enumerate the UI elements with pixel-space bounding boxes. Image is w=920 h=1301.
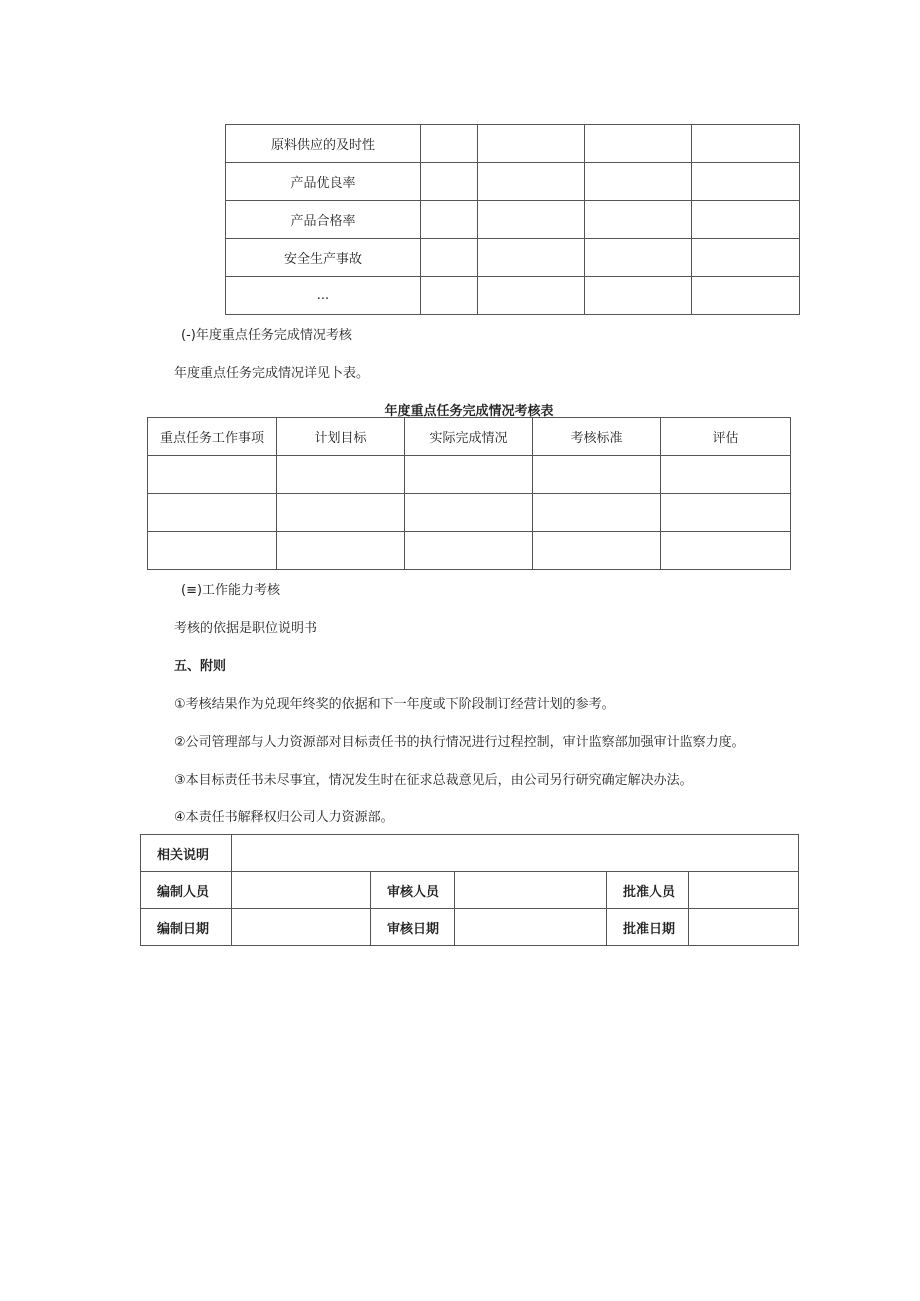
table-cell <box>277 494 405 532</box>
table-cell <box>421 277 478 315</box>
table-row <box>141 835 799 872</box>
approved-by-value[interactable] <box>689 872 799 909</box>
table-cell <box>692 125 800 163</box>
table-row <box>226 277 800 315</box>
appendix-item: ①考核结果作为兑现年终奖的依据和下一年度或下阶段制订经营计划的参考。 <box>174 697 615 712</box>
compiled-date-label: 编制日期 <box>141 909 232 946</box>
approved-date-label: 批准日期 <box>607 909 689 946</box>
table-title: 年度重点任务完成情况考核表 <box>384 404 554 419</box>
table-cell <box>421 163 478 201</box>
table-cell <box>692 201 800 239</box>
section-heading-ability: (≡)工作能力考核 <box>181 583 281 598</box>
table-cell <box>421 201 478 239</box>
column-header: 实际完成情况 <box>405 418 533 456</box>
table-row <box>226 163 800 201</box>
compiled-by-label: 编制人员 <box>141 872 232 909</box>
table-cell <box>405 456 533 494</box>
table-row <box>148 494 791 532</box>
table-row <box>148 456 791 494</box>
table-cell <box>277 456 405 494</box>
metric-name: ... <box>226 277 421 315</box>
key-tasks-table <box>147 417 791 570</box>
table-cell <box>478 163 585 201</box>
reviewed-by-value[interactable] <box>455 872 607 909</box>
table-row <box>141 872 799 909</box>
appendix-item: ④本责任书解释权归公司人力资源部。 <box>174 810 394 825</box>
table-cell <box>405 494 533 532</box>
table-cell <box>533 456 661 494</box>
table-cell <box>148 494 277 532</box>
table-cell <box>478 239 585 277</box>
table-cell <box>692 163 800 201</box>
table-row <box>226 239 800 277</box>
reviewed-date-label: 审核日期 <box>371 909 455 946</box>
table-cell <box>585 163 692 201</box>
table-cell <box>661 494 791 532</box>
table-cell <box>661 532 791 570</box>
column-header: 重点任务工作事项 <box>148 418 277 456</box>
table-cell <box>692 239 800 277</box>
appendix-item: ③本目标责任书未尽事宜，情况发生时在征求总裁意见后，由公司另行研究确定解决办法。 <box>174 773 693 788</box>
column-header: 计划目标 <box>277 418 405 456</box>
signoff-table <box>140 834 799 946</box>
table-cell <box>533 494 661 532</box>
column-header: 评估 <box>661 418 791 456</box>
table-cell <box>585 201 692 239</box>
table-cell <box>585 125 692 163</box>
metric-name: 原料供应的及时性 <box>226 125 421 163</box>
reviewed-by-label: 审核人员 <box>371 872 455 909</box>
table-cell <box>585 239 692 277</box>
approved-date-value[interactable] <box>689 909 799 946</box>
reviewed-date-value[interactable] <box>455 909 607 946</box>
table-cell <box>405 532 533 570</box>
table-cell <box>692 277 800 315</box>
table-cell <box>421 239 478 277</box>
metric-name: 安全生产事故 <box>226 239 421 277</box>
table-cell <box>277 532 405 570</box>
table-cell <box>421 125 478 163</box>
table-row <box>141 909 799 946</box>
table-row <box>226 201 800 239</box>
table-cell <box>478 125 585 163</box>
ability-text: 考核的依据是职位说明书 <box>174 621 318 636</box>
table-cell <box>661 456 791 494</box>
table-cell <box>148 532 277 570</box>
table-cell <box>148 456 277 494</box>
key-tasks-intro: 年度重点任务完成情况详见卜表。 <box>174 366 370 381</box>
metrics-table <box>225 124 800 315</box>
compiled-by-value[interactable] <box>232 872 371 909</box>
section-heading-key-tasks: (-)年度重点任务完成情况考核 <box>181 328 352 343</box>
table-cell <box>478 277 585 315</box>
approved-by-label: 批准人员 <box>607 872 689 909</box>
related-notes-value[interactable] <box>232 835 799 872</box>
table-header-row <box>148 418 791 456</box>
section-heading-appendix: 五、附则 <box>174 659 227 674</box>
table-row <box>148 532 791 570</box>
appendix-item: ②公司管理部与人力资源部对目标责任书的执行情况进行过程控制，审计监察部加强审计监察力度。 <box>174 735 745 750</box>
column-header: 考核标准 <box>533 418 661 456</box>
table-cell <box>533 532 661 570</box>
table-cell <box>585 277 692 315</box>
compiled-date-value[interactable] <box>232 909 371 946</box>
table-cell <box>478 201 585 239</box>
metric-name: 产品优良率 <box>226 163 421 201</box>
table-row <box>226 125 800 163</box>
metric-name: 产品合格率 <box>226 201 421 239</box>
related-notes-label: 相关说明 <box>141 835 232 872</box>
